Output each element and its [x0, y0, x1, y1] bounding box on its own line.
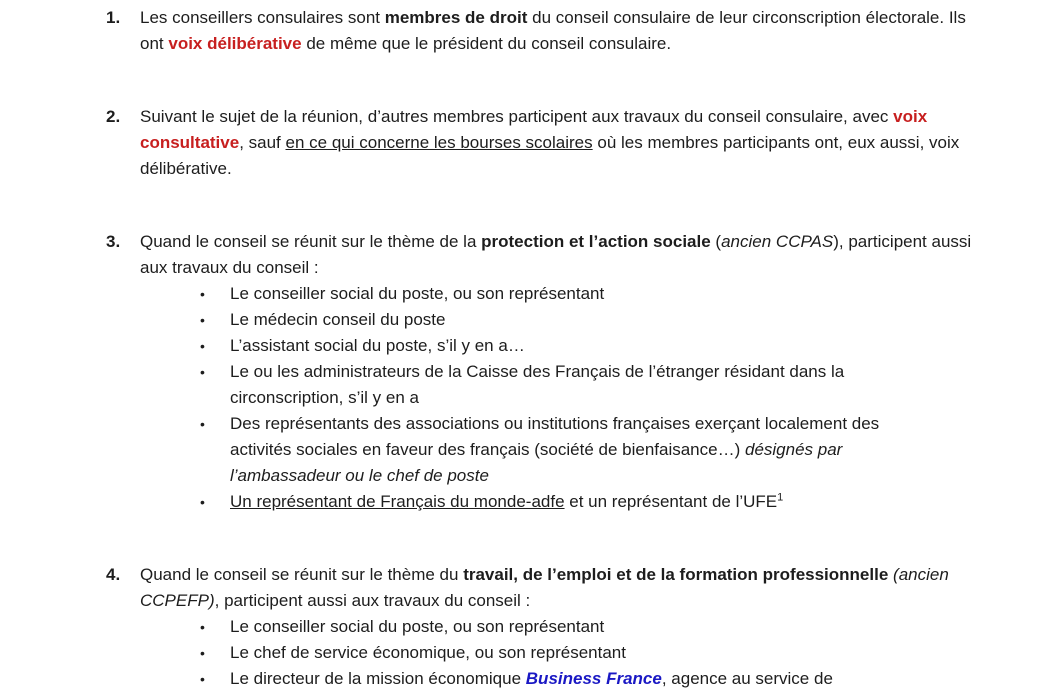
text-run: où les membres participants ont, eux aussi, voix délibérative. [140, 133, 960, 178]
text-run: Un représentant de Français du monde-adfe [230, 492, 565, 511]
bullet-item [140, 489, 980, 515]
numbered-item-4 [106, 562, 1058, 692]
text-run: voix délibérative [168, 34, 302, 53]
text-run: , participent aussi aux travaux du conseil : [214, 591, 531, 610]
bullet-text [230, 333, 945, 359]
bullet-icon: • [200, 494, 205, 510]
bullet-item [140, 307, 980, 333]
text-run: Des représentants des associations ou institutions françaises exerçant localement des activités sociales en faveur des français (société de bienfaisance…) [230, 414, 880, 459]
paragraph [140, 5, 980, 57]
item-content [140, 104, 980, 182]
bullet-icon: • [200, 312, 205, 328]
text-run: Quand le conseil se réunit sur le thème du [140, 565, 464, 584]
text-run: Le médecin conseil du poste [230, 310, 446, 329]
paragraph [140, 104, 980, 182]
item-number: 1. [106, 8, 121, 27]
text-run: voix consultative [140, 107, 928, 152]
item-content [140, 562, 980, 692]
text-run: 1 [777, 491, 784, 504]
bullet-text [230, 614, 945, 640]
bullet-icon: • [200, 364, 205, 380]
text-run: travail, de l’emploi et de la formation professionnelle [463, 565, 889, 584]
text-run: L’assistant social du poste, s’il y en a… [230, 336, 525, 355]
text-run: protection et l’action sociale [481, 232, 711, 251]
bullet-text [230, 411, 945, 489]
document-body [106, 5, 1058, 692]
bullet-icon: • [200, 286, 205, 302]
text-run: (ancien CCPEFP) [140, 565, 949, 610]
bullet-item [140, 666, 980, 692]
text-run: Quand le conseil se réunit sur le thème de la [140, 232, 482, 251]
bullet-item [140, 281, 980, 307]
text-run: du conseil consulaire de leur circonscription électorale. Ils ont [140, 8, 966, 53]
business-france-link[interactable]: Business France [525, 669, 662, 688]
paragraph [140, 562, 980, 614]
text-run: en ce qui concerne les bourses scolaires [285, 133, 593, 152]
text-run: et un représentant de l’UFE [564, 492, 778, 511]
bullet-icon: • [200, 416, 205, 432]
numbered-item-1 [106, 5, 1058, 57]
item-number: 2. [106, 107, 121, 126]
bullet-icon: • [200, 619, 205, 635]
bullet-text [230, 281, 945, 307]
bullet-text [230, 489, 945, 515]
text-run: ancien CCPAS [721, 232, 834, 251]
text-run: Les conseillers consulaires sont [140, 8, 385, 27]
text-run: désignés par l’ambassadeur ou le chef de poste [230, 440, 843, 485]
bullet-text [230, 640, 945, 666]
numbered-item-3 [106, 229, 1058, 515]
bullet-item [140, 333, 980, 359]
bullet-icon: • [200, 338, 205, 354]
item-content [140, 5, 980, 57]
item-content [140, 229, 980, 515]
paragraph [140, 229, 980, 281]
text-run: membres de droit [384, 8, 528, 27]
bullet-item [140, 614, 980, 640]
item-number: 3. [106, 232, 121, 251]
bullet-text [230, 359, 945, 411]
text-run: Suivant le sujet de la réunion, d’autres membres participent aux travaux du conseil consulaire, avec [140, 107, 894, 126]
text-run: Le conseiller social du poste, ou son représentant [230, 284, 605, 303]
bullet-icon: • [200, 645, 205, 661]
text-run: Le chef de service économique, ou son représentant [230, 643, 626, 662]
text-run: , sauf [239, 133, 286, 152]
text-run: de même que le président du conseil consulaire. [301, 34, 672, 53]
bullet-item [140, 640, 980, 666]
bullet-text [230, 307, 945, 333]
text-run: ), participent aussi aux travaux du conseil : [140, 232, 972, 277]
bullet-item [140, 411, 980, 489]
text-run: Le ou les administrateurs de la Caisse des Français de l’étranger résidant dans la circonscription, s’il y en a [230, 362, 845, 407]
item-number: 4. [106, 565, 121, 584]
text-run: , agence au service de [661, 669, 833, 688]
text-run: ( [710, 232, 722, 251]
bullet-text [230, 666, 945, 692]
text-run: Le directeur de la mission économique [230, 669, 526, 688]
numbered-item-2 [106, 104, 1058, 182]
text-run: Le conseiller social du poste, ou son représentant [230, 617, 605, 636]
bullet-item [140, 359, 980, 411]
bullet-icon: • [200, 671, 205, 687]
